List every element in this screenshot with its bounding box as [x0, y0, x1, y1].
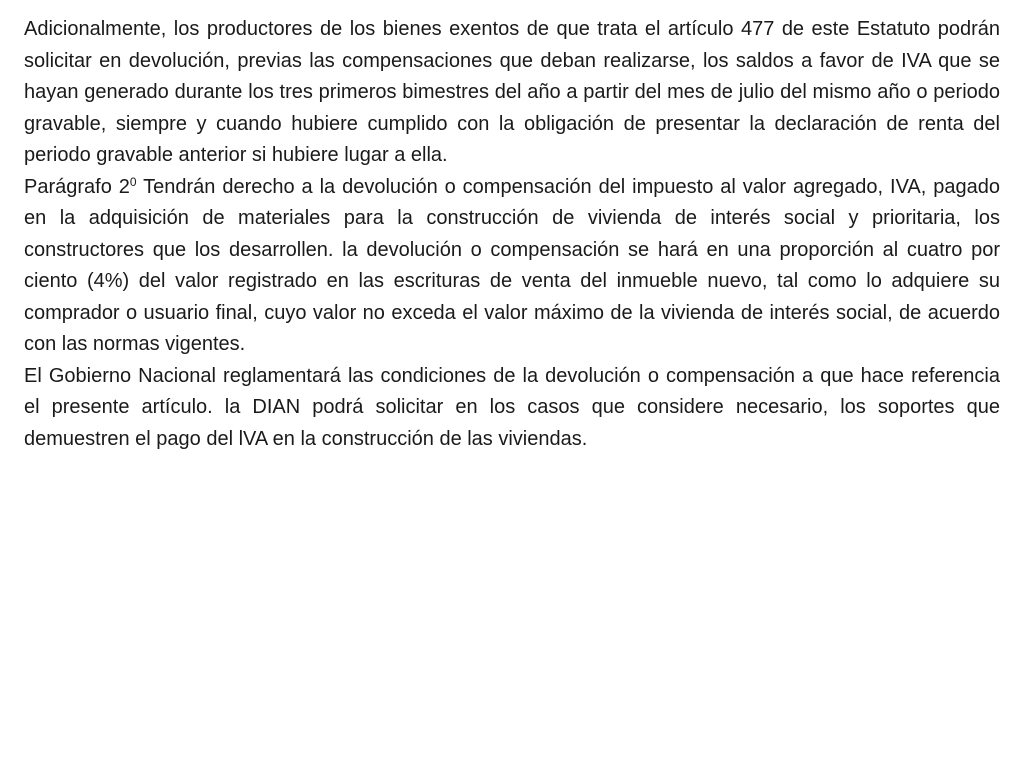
paragrafo-label: Parágrafo 2	[24, 175, 130, 198]
slide-body	[24, 14, 1000, 455]
paragrafo-superscript: 0	[129, 174, 137, 189]
paragraph-exempt-goods-refund: Adicionalmente, los productores de los bienes exentos de que trata el artículo 477 de este Estatuto podrán solicitar en devolución, previas las compensaciones que deban realizarse, los saldos a favor de IVA que se hayan generado durante los tres primeros bimestres del año a partir del mes de julio del mismo año o periodo gravable, siempre y cuando hubiere cumplido con la obligación de presentar la declaración de renta del periodo gravable anterior si hubiere lugar a ella.	[24, 18, 1000, 166]
paragraph-gobierno-nacional: El Gobierno Nacional reglamentará las condiciones de la devolución o compensación a que hace referencia el presente artículo. la DIAN podrá solicitar en los casos que considere necesario, los soportes que demuestren el pago del lVA en la construcción de las viviendas.	[24, 364, 1000, 450]
paragraph-paragrafo-2	[24, 172, 1000, 361]
paragrafo-text: Tendrán derecho a la devolución o compensación del impuesto al valor agregado, IVA, pagado en la adquisición de materiales para la construcción de vivienda de interés social y prioritaria, los constructores que los desarrollen. la devolución o compensación se hará en una proporción al cuatro por ciento (4%) del valor registrado en las escrituras de venta del inmueble nuevo, tal como lo adquiere su comprador o usuario final, cuyo valor no exceda el valor máximo de la vivienda de interés social, de acuerdo con las normas vigentes.	[24, 175, 1000, 355]
